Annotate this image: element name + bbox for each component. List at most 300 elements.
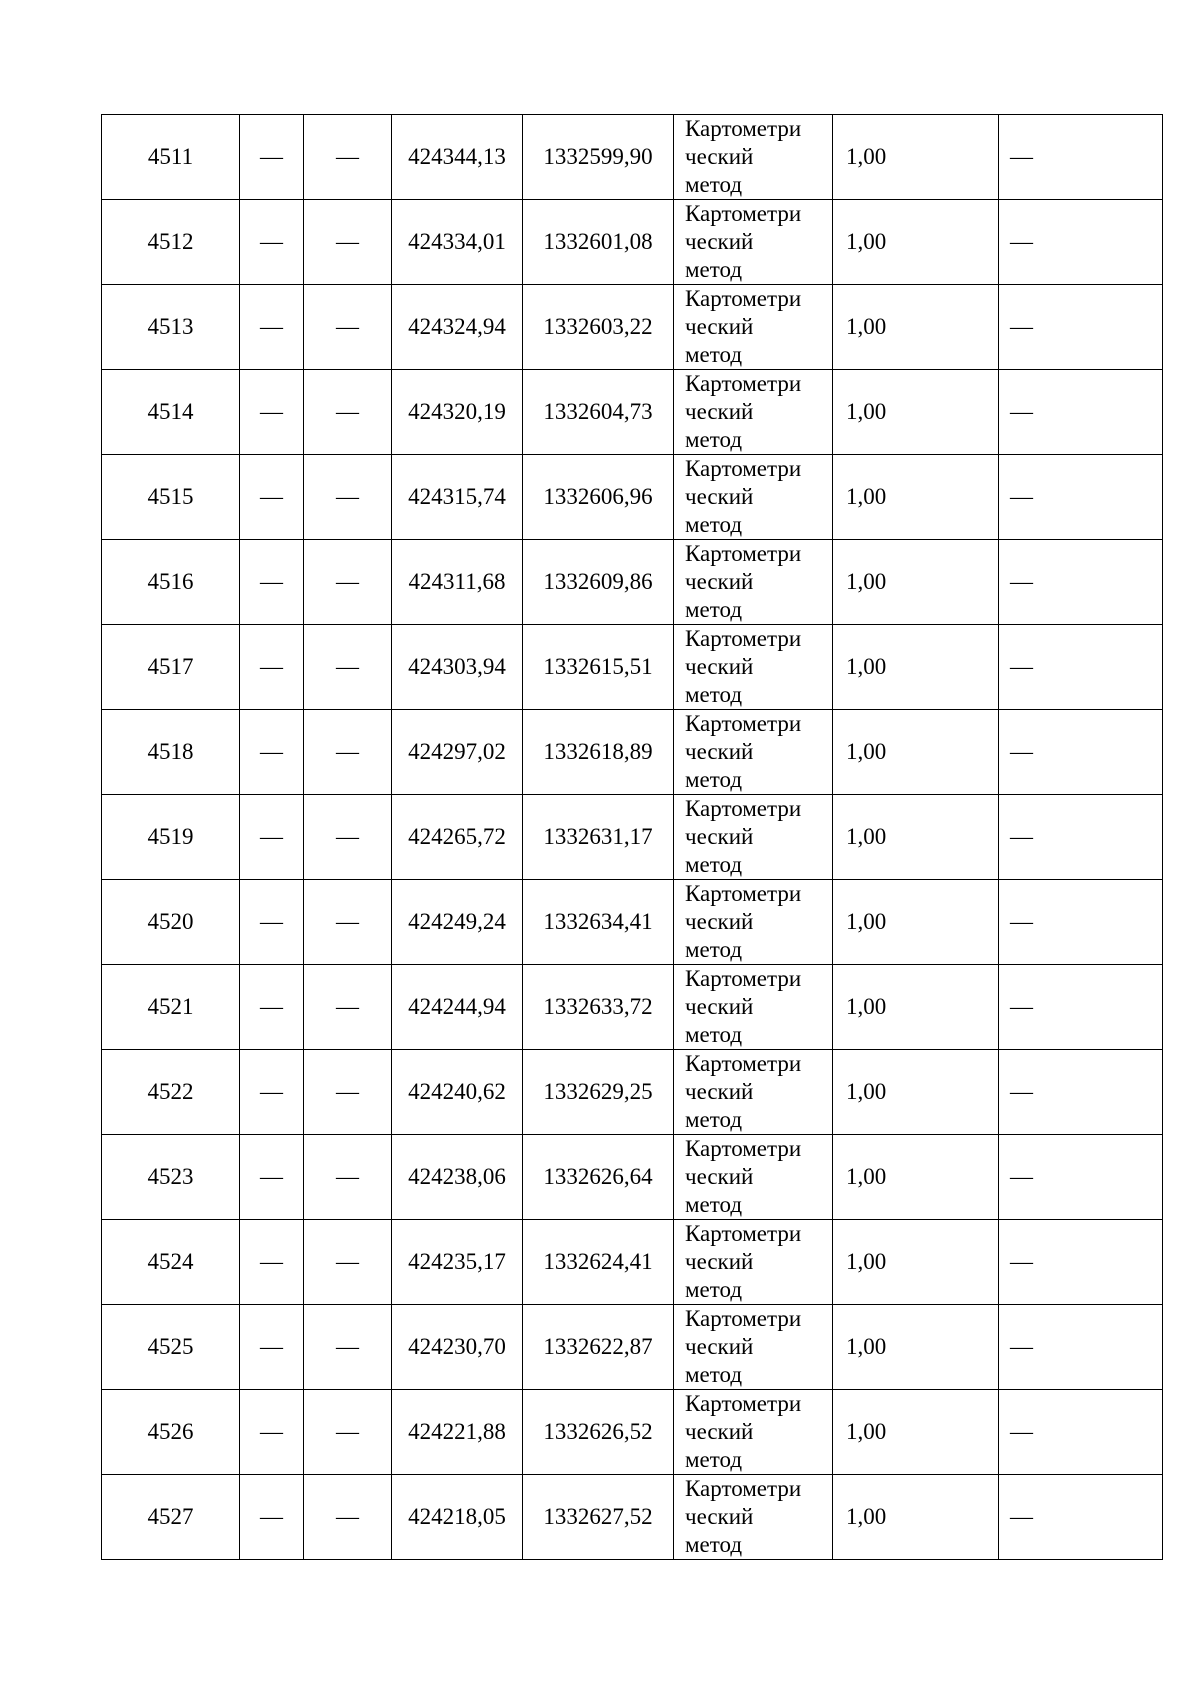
method-cell xyxy=(674,115,833,200)
accuracy-text: 1,00 xyxy=(846,484,887,509)
old-x-text: — xyxy=(260,144,283,169)
method-line: ческий xyxy=(685,654,754,679)
old-x-text: — xyxy=(260,654,283,679)
x-coordinate-cell xyxy=(392,965,523,1050)
description-cell xyxy=(999,880,1163,965)
method-line: Картометри xyxy=(685,201,802,226)
table-row xyxy=(102,1475,1163,1560)
old-y-text: — xyxy=(336,824,359,849)
method-line: метод xyxy=(685,597,743,622)
method-cell xyxy=(674,370,833,455)
method-line: ческий xyxy=(685,739,754,764)
accuracy-cell xyxy=(833,1220,999,1305)
coordinates-table xyxy=(101,114,1163,1560)
accuracy-text: 1,00 xyxy=(846,144,887,169)
accuracy-cell xyxy=(833,1135,999,1220)
table-row xyxy=(102,540,1163,625)
x-coordinate-text: 424303,94 xyxy=(408,654,506,679)
old-x-cell xyxy=(240,625,304,710)
old-x-cell xyxy=(240,1220,304,1305)
y-coordinate-text: 1332627,52 xyxy=(543,1504,653,1529)
point-number-cell xyxy=(102,1135,240,1220)
point-number-cell xyxy=(102,1220,240,1305)
method-line: Картометри xyxy=(685,371,802,396)
y-coordinate-cell xyxy=(523,710,674,795)
description-text: — xyxy=(1010,1419,1033,1444)
old-y-cell xyxy=(304,1390,392,1475)
accuracy-text: 1,00 xyxy=(846,739,887,764)
y-coordinate-text: 1332601,08 xyxy=(543,229,653,254)
method-line: ческий xyxy=(685,994,754,1019)
old-y-text: — xyxy=(336,994,359,1019)
description-cell xyxy=(999,795,1163,880)
x-coordinate-cell xyxy=(392,625,523,710)
point-number-text: 4525 xyxy=(147,1334,194,1359)
method-line: ческий xyxy=(685,569,754,594)
accuracy-cell xyxy=(833,285,999,370)
point-number-cell xyxy=(102,455,240,540)
method-line: метод xyxy=(685,342,743,367)
point-number-text: 4527 xyxy=(147,1504,194,1529)
method-cell xyxy=(674,965,833,1050)
x-coordinate-cell xyxy=(392,285,523,370)
y-coordinate-text: 1332633,72 xyxy=(543,994,653,1019)
old-y-text: — xyxy=(336,1079,359,1104)
accuracy-cell xyxy=(833,1475,999,1560)
old-y-text: — xyxy=(336,569,359,594)
point-number-cell xyxy=(102,1390,240,1475)
point-number-text: 4520 xyxy=(147,909,194,934)
y-coordinate-text: 1332631,17 xyxy=(543,824,653,849)
accuracy-cell xyxy=(833,200,999,285)
point-number-text: 4523 xyxy=(147,1164,194,1189)
old-x-text: — xyxy=(260,484,283,509)
y-coordinate-cell xyxy=(523,370,674,455)
method-line: ческий xyxy=(685,1164,754,1189)
accuracy-text: 1,00 xyxy=(846,1164,887,1189)
old-y-cell xyxy=(304,965,392,1050)
method-line: Картометри xyxy=(685,1136,802,1161)
method-line: метод xyxy=(685,1277,743,1302)
old-y-cell xyxy=(304,455,392,540)
point-number-cell xyxy=(102,200,240,285)
table-row xyxy=(102,965,1163,1050)
description-cell xyxy=(999,965,1163,1050)
table-row xyxy=(102,1305,1163,1390)
y-coordinate-cell xyxy=(523,880,674,965)
method-cell xyxy=(674,1475,833,1560)
old-y-cell xyxy=(304,200,392,285)
method-cell xyxy=(674,625,833,710)
accuracy-text: 1,00 xyxy=(846,399,887,424)
accuracy-text: 1,00 xyxy=(846,569,887,594)
table-row xyxy=(102,1390,1163,1475)
old-y-cell xyxy=(304,710,392,795)
method-line: метод xyxy=(685,1362,743,1387)
method-line: ческий xyxy=(685,484,754,509)
old-y-text: — xyxy=(336,229,359,254)
old-y-text: — xyxy=(336,1249,359,1274)
x-coordinate-text: 424320,19 xyxy=(408,399,506,424)
point-number-cell xyxy=(102,1050,240,1135)
old-x-text: — xyxy=(260,739,283,764)
x-coordinate-text: 424230,70 xyxy=(408,1334,506,1359)
y-coordinate-text: 1332599,90 xyxy=(543,144,653,169)
old-y-text: — xyxy=(336,1504,359,1529)
old-x-cell xyxy=(240,540,304,625)
description-cell xyxy=(999,540,1163,625)
point-number-cell xyxy=(102,370,240,455)
method-line: метод xyxy=(685,1107,743,1132)
table-row xyxy=(102,285,1163,370)
accuracy-text: 1,00 xyxy=(846,654,887,679)
description-text: — xyxy=(1010,994,1033,1019)
y-coordinate-text: 1332618,89 xyxy=(543,739,653,764)
y-coordinate-text: 1332624,41 xyxy=(543,1249,653,1274)
x-coordinate-text: 424344,13 xyxy=(408,144,506,169)
x-coordinate-cell xyxy=(392,455,523,540)
method-cell xyxy=(674,1135,833,1220)
method-cell xyxy=(674,1390,833,1475)
description-text: — xyxy=(1010,654,1033,679)
y-coordinate-text: 1332603,22 xyxy=(543,314,653,339)
y-coordinate-cell xyxy=(523,1135,674,1220)
description-text: — xyxy=(1010,1249,1033,1274)
point-number-text: 4526 xyxy=(147,1419,194,1444)
old-x-cell xyxy=(240,115,304,200)
x-coordinate-cell xyxy=(392,1475,523,1560)
x-coordinate-cell xyxy=(392,1305,523,1390)
description-cell xyxy=(999,370,1163,455)
y-coordinate-text: 1332609,86 xyxy=(543,569,653,594)
method-line: метод xyxy=(685,172,743,197)
table-row xyxy=(102,710,1163,795)
old-x-cell xyxy=(240,200,304,285)
method-cell xyxy=(674,1050,833,1135)
method-line: ческий xyxy=(685,824,754,849)
description-text: — xyxy=(1010,314,1033,339)
method-line: ческий xyxy=(685,399,754,424)
old-x-cell xyxy=(240,1050,304,1135)
method-line: ческий xyxy=(685,144,754,169)
table-row xyxy=(102,455,1163,540)
old-y-cell xyxy=(304,1475,392,1560)
x-coordinate-cell xyxy=(392,370,523,455)
old-y-cell xyxy=(304,1050,392,1135)
point-number-text: 4513 xyxy=(147,314,194,339)
accuracy-text: 1,00 xyxy=(846,1419,887,1444)
description-cell xyxy=(999,1305,1163,1390)
x-coordinate-text: 424334,01 xyxy=(408,229,506,254)
description-text: — xyxy=(1010,1334,1033,1359)
y-coordinate-cell xyxy=(523,1475,674,1560)
y-coordinate-cell xyxy=(523,1390,674,1475)
method-line: ческий xyxy=(685,1079,754,1104)
x-coordinate-text: 424218,05 xyxy=(408,1504,506,1529)
y-coordinate-text: 1332606,96 xyxy=(543,484,653,509)
accuracy-text: 1,00 xyxy=(846,1249,887,1274)
old-x-cell xyxy=(240,1390,304,1475)
old-x-text: — xyxy=(260,1079,283,1104)
old-y-text: — xyxy=(336,909,359,934)
method-line: ческий xyxy=(685,1419,754,1444)
method-line: Картометри xyxy=(685,711,802,736)
point-number-text: 4515 xyxy=(147,484,194,509)
description-cell xyxy=(999,455,1163,540)
description-text: — xyxy=(1010,739,1033,764)
old-y-cell xyxy=(304,370,392,455)
old-x-text: — xyxy=(260,399,283,424)
old-y-cell xyxy=(304,1135,392,1220)
y-coordinate-cell xyxy=(523,795,674,880)
y-coordinate-cell xyxy=(523,455,674,540)
old-x-cell xyxy=(240,370,304,455)
y-coordinate-text: 1332626,52 xyxy=(543,1419,653,1444)
old-x-cell xyxy=(240,1475,304,1560)
table-row xyxy=(102,115,1163,200)
description-text: — xyxy=(1010,824,1033,849)
method-line: Картометри xyxy=(685,1391,802,1416)
method-cell xyxy=(674,710,833,795)
old-y-text: — xyxy=(336,1419,359,1444)
method-line: ческий xyxy=(685,229,754,254)
method-line: Картометри xyxy=(685,881,802,906)
description-text: — xyxy=(1010,229,1033,254)
table-row xyxy=(102,1050,1163,1135)
point-number-text: 4511 xyxy=(147,144,194,169)
old-x-text: — xyxy=(260,229,283,254)
old-y-text: — xyxy=(336,739,359,764)
x-coordinate-text: 424240,62 xyxy=(408,1079,506,1104)
y-coordinate-text: 1332634,41 xyxy=(543,909,653,934)
method-line: Картометри xyxy=(685,116,802,141)
x-coordinate-text: 424315,74 xyxy=(408,484,506,509)
point-number-cell xyxy=(102,285,240,370)
old-y-cell xyxy=(304,1220,392,1305)
accuracy-cell xyxy=(833,1390,999,1475)
description-cell xyxy=(999,1475,1163,1560)
description-cell xyxy=(999,1220,1163,1305)
old-y-text: — xyxy=(336,484,359,509)
point-number-text: 4517 xyxy=(147,654,194,679)
point-number-cell xyxy=(102,625,240,710)
description-text: — xyxy=(1010,1164,1033,1189)
method-line: метод xyxy=(685,427,743,452)
method-line: метод xyxy=(685,682,743,707)
old-x-text: — xyxy=(260,909,283,934)
accuracy-text: 1,00 xyxy=(846,994,887,1019)
point-number-text: 4521 xyxy=(147,994,194,1019)
old-x-text: — xyxy=(260,994,283,1019)
old-x-text: — xyxy=(260,569,283,594)
accuracy-cell xyxy=(833,370,999,455)
accuracy-cell xyxy=(833,625,999,710)
old-y-text: — xyxy=(336,314,359,339)
y-coordinate-cell xyxy=(523,540,674,625)
method-cell xyxy=(674,200,833,285)
accuracy-cell xyxy=(833,710,999,795)
method-line: метод xyxy=(685,1447,743,1472)
y-coordinate-cell xyxy=(523,285,674,370)
method-line: ческий xyxy=(685,1334,754,1359)
old-y-text: — xyxy=(336,399,359,424)
method-line: ческий xyxy=(685,1504,754,1529)
point-number-text: 4516 xyxy=(147,569,194,594)
accuracy-text: 1,00 xyxy=(846,1504,887,1529)
table-body xyxy=(102,115,1163,1560)
description-text: — xyxy=(1010,569,1033,594)
y-coordinate-cell xyxy=(523,1050,674,1135)
accuracy-cell xyxy=(833,1305,999,1390)
x-coordinate-text: 424235,17 xyxy=(408,1249,506,1274)
method-cell xyxy=(674,1220,833,1305)
point-number-text: 4522 xyxy=(147,1079,194,1104)
method-line: Картометри xyxy=(685,796,802,821)
y-coordinate-text: 1332615,51 xyxy=(543,654,653,679)
method-line: Картометри xyxy=(685,1306,802,1331)
description-text: — xyxy=(1010,1079,1033,1104)
old-x-cell xyxy=(240,1305,304,1390)
table-row xyxy=(102,200,1163,285)
table-row xyxy=(102,1135,1163,1220)
method-line: метод xyxy=(685,1022,743,1047)
description-cell xyxy=(999,200,1163,285)
table-row xyxy=(102,795,1163,880)
method-line: ческий xyxy=(685,909,754,934)
point-number-cell xyxy=(102,880,240,965)
old-y-cell xyxy=(304,285,392,370)
description-cell xyxy=(999,625,1163,710)
accuracy-text: 1,00 xyxy=(846,1079,887,1104)
y-coordinate-text: 1332629,25 xyxy=(543,1079,653,1104)
x-coordinate-text: 424265,72 xyxy=(408,824,506,849)
method-line: ческий xyxy=(685,314,754,339)
method-cell xyxy=(674,455,833,540)
table-row xyxy=(102,370,1163,455)
old-x-text: — xyxy=(260,1164,283,1189)
method-cell xyxy=(674,795,833,880)
method-line: Картометри xyxy=(685,1051,802,1076)
point-number-cell xyxy=(102,540,240,625)
old-x-cell xyxy=(240,965,304,1050)
point-number-text: 4524 xyxy=(147,1249,194,1274)
x-coordinate-text: 424324,94 xyxy=(408,314,506,339)
table-row xyxy=(102,880,1163,965)
accuracy-cell xyxy=(833,1050,999,1135)
old-x-text: — xyxy=(260,824,283,849)
old-y-cell xyxy=(304,540,392,625)
y-coordinate-cell xyxy=(523,965,674,1050)
description-cell xyxy=(999,1050,1163,1135)
accuracy-cell xyxy=(833,795,999,880)
description-text: — xyxy=(1010,144,1033,169)
x-coordinate-cell xyxy=(392,540,523,625)
method-line: метод xyxy=(685,937,743,962)
point-number-cell xyxy=(102,710,240,795)
old-x-cell xyxy=(240,1135,304,1220)
table-row xyxy=(102,625,1163,710)
old-y-text: — xyxy=(336,144,359,169)
point-number-cell xyxy=(102,965,240,1050)
table-row xyxy=(102,1220,1163,1305)
method-cell xyxy=(674,540,833,625)
y-coordinate-cell xyxy=(523,625,674,710)
y-coordinate-cell xyxy=(523,1305,674,1390)
x-coordinate-cell xyxy=(392,1390,523,1475)
y-coordinate-text: 1332622,87 xyxy=(543,1334,653,1359)
method-line: метод xyxy=(685,1532,743,1557)
y-coordinate-text: 1332604,73 xyxy=(543,399,653,424)
old-y-text: — xyxy=(336,1334,359,1359)
accuracy-text: 1,00 xyxy=(846,229,887,254)
description-text: — xyxy=(1010,1504,1033,1529)
point-number-text: 4512 xyxy=(147,229,194,254)
accuracy-cell xyxy=(833,455,999,540)
accuracy-text: 1,00 xyxy=(846,824,887,849)
old-y-cell xyxy=(304,625,392,710)
method-line: Картометри xyxy=(685,286,802,311)
x-coordinate-text: 424221,88 xyxy=(408,1419,506,1444)
method-line: метод xyxy=(685,512,743,537)
x-coordinate-cell xyxy=(392,1135,523,1220)
accuracy-cell xyxy=(833,880,999,965)
old-y-cell xyxy=(304,795,392,880)
accuracy-text: 1,00 xyxy=(846,1334,887,1359)
x-coordinate-cell xyxy=(392,710,523,795)
description-text: — xyxy=(1010,484,1033,509)
old-x-text: — xyxy=(260,1419,283,1444)
method-line: Картометри xyxy=(685,1476,802,1501)
method-line: Картометри xyxy=(685,456,802,481)
accuracy-cell xyxy=(833,115,999,200)
description-cell xyxy=(999,1390,1163,1475)
point-number-text: 4518 xyxy=(147,739,194,764)
y-coordinate-cell xyxy=(523,1220,674,1305)
method-line: Картометри xyxy=(685,541,802,566)
accuracy-cell xyxy=(833,540,999,625)
old-y-cell xyxy=(304,1305,392,1390)
description-cell xyxy=(999,710,1163,795)
x-coordinate-cell xyxy=(392,1050,523,1135)
x-coordinate-text: 424244,94 xyxy=(408,994,506,1019)
description-cell xyxy=(999,285,1163,370)
method-cell xyxy=(674,880,833,965)
old-x-cell xyxy=(240,710,304,795)
old-x-cell xyxy=(240,880,304,965)
method-line: ческий xyxy=(685,1249,754,1274)
method-line: метод xyxy=(685,852,743,877)
old-x-text: — xyxy=(260,1334,283,1359)
old-x-text: — xyxy=(260,314,283,339)
old-y-cell xyxy=(304,115,392,200)
point-number-cell xyxy=(102,115,240,200)
method-line: метод xyxy=(685,767,743,792)
point-number-cell xyxy=(102,1475,240,1560)
x-coordinate-cell xyxy=(392,1220,523,1305)
description-cell xyxy=(999,1135,1163,1220)
x-coordinate-cell xyxy=(392,795,523,880)
y-coordinate-text: 1332626,64 xyxy=(543,1164,653,1189)
point-number-cell xyxy=(102,795,240,880)
method-line: метод xyxy=(685,1192,743,1217)
old-x-cell xyxy=(240,455,304,540)
method-line: Картометри xyxy=(685,1221,802,1246)
description-text: — xyxy=(1010,909,1033,934)
x-coordinate-text: 424238,06 xyxy=(408,1164,506,1189)
point-number-text: 4514 xyxy=(147,399,194,424)
x-coordinate-cell xyxy=(392,880,523,965)
method-line: метод xyxy=(685,257,743,282)
